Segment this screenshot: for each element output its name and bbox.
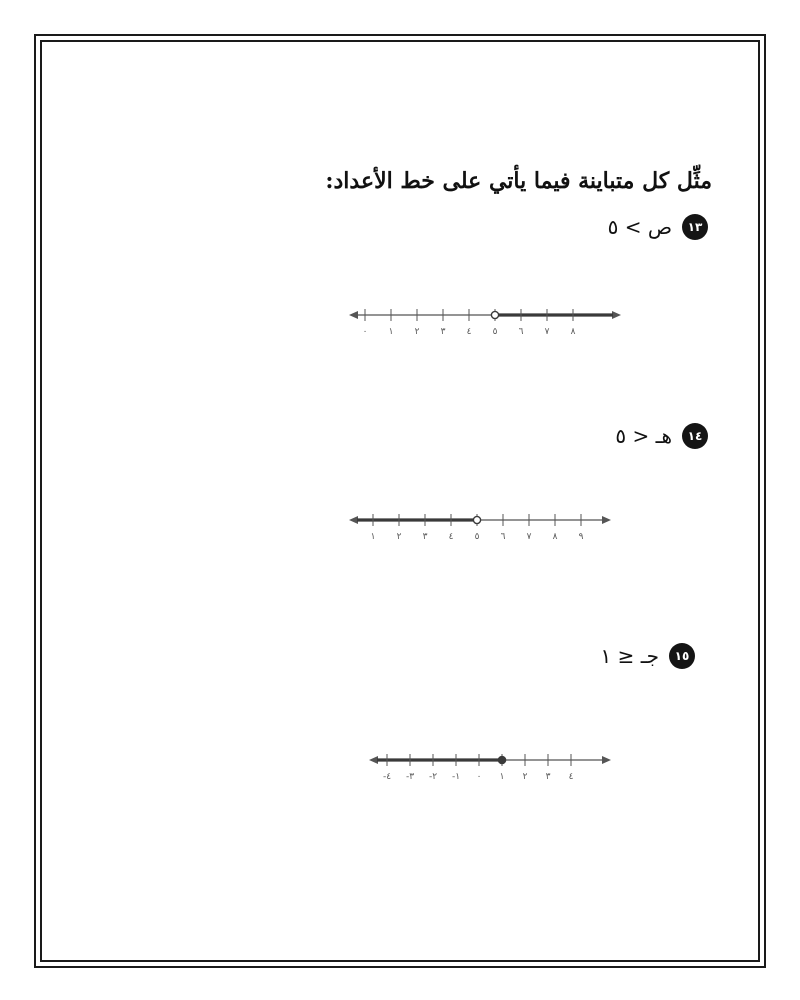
inequality-text: ص > ٥ <box>607 215 672 239</box>
tick-label: ٤ <box>466 327 472 337</box>
arrow-left-icon <box>369 756 378 764</box>
tick-label: ٩ <box>578 532 584 542</box>
tick-label: ٥ <box>492 327 498 337</box>
problem-15 <box>601 643 695 669</box>
tick-label: ٠ <box>476 772 482 782</box>
inequality-text: جـ ≤ ١ <box>600 644 659 668</box>
tick-label: ١ <box>388 327 394 337</box>
tick-label: -٢ <box>428 772 438 782</box>
tick-label: ٧ <box>544 327 550 337</box>
tick-label: ١ <box>370 532 376 542</box>
open-endpoint <box>491 311 498 318</box>
number-line-13 <box>345 300 625 340</box>
tick-label: -٣ <box>405 772 415 782</box>
arrow-left-icon <box>349 516 358 524</box>
arrow-right-icon <box>602 756 611 764</box>
tick-label: ٨ <box>570 327 576 337</box>
tick-label: ٣ <box>422 532 428 542</box>
tick-label: ١ <box>499 772 505 782</box>
problem-number-badge: ١٣ <box>682 214 708 240</box>
tick-label: ٢ <box>522 772 528 782</box>
tick-label: ٢ <box>396 532 402 542</box>
tick-label: ٧ <box>526 532 532 542</box>
tick-label: -٤ <box>382 772 392 782</box>
arrow-right-icon <box>602 516 611 524</box>
arrow-right-icon <box>612 311 621 319</box>
problem-13 <box>608 214 708 240</box>
tick-label: -١ <box>451 772 461 782</box>
tick-label: ٤ <box>568 772 574 782</box>
tick-label: ٣ <box>440 327 446 337</box>
problem-14 <box>615 423 708 449</box>
arrow-left-icon <box>349 311 358 319</box>
tick-label: ٠ <box>362 327 368 337</box>
problem-number-badge: ١٤ <box>682 423 708 449</box>
number-line-15 <box>365 745 615 785</box>
tick-label: ٥ <box>474 532 480 542</box>
tick-label: ٨ <box>552 532 558 542</box>
tick-label: ٦ <box>500 532 506 542</box>
tick-label: ٤ <box>448 532 454 542</box>
tick-label: ٢ <box>414 327 420 337</box>
tick-label: ٣ <box>545 772 551 782</box>
instruction-heading: مثِّل كل متباينة فيما يأتي على خط الأعداد: <box>325 168 712 194</box>
tick-label: ٦ <box>518 327 524 337</box>
number-line-14 <box>345 505 615 545</box>
problem-number-badge: ١٥ <box>669 643 695 669</box>
open-endpoint <box>473 516 480 523</box>
inequality-text: هـ < ٥ <box>615 424 672 448</box>
closed-endpoint <box>498 756 505 763</box>
